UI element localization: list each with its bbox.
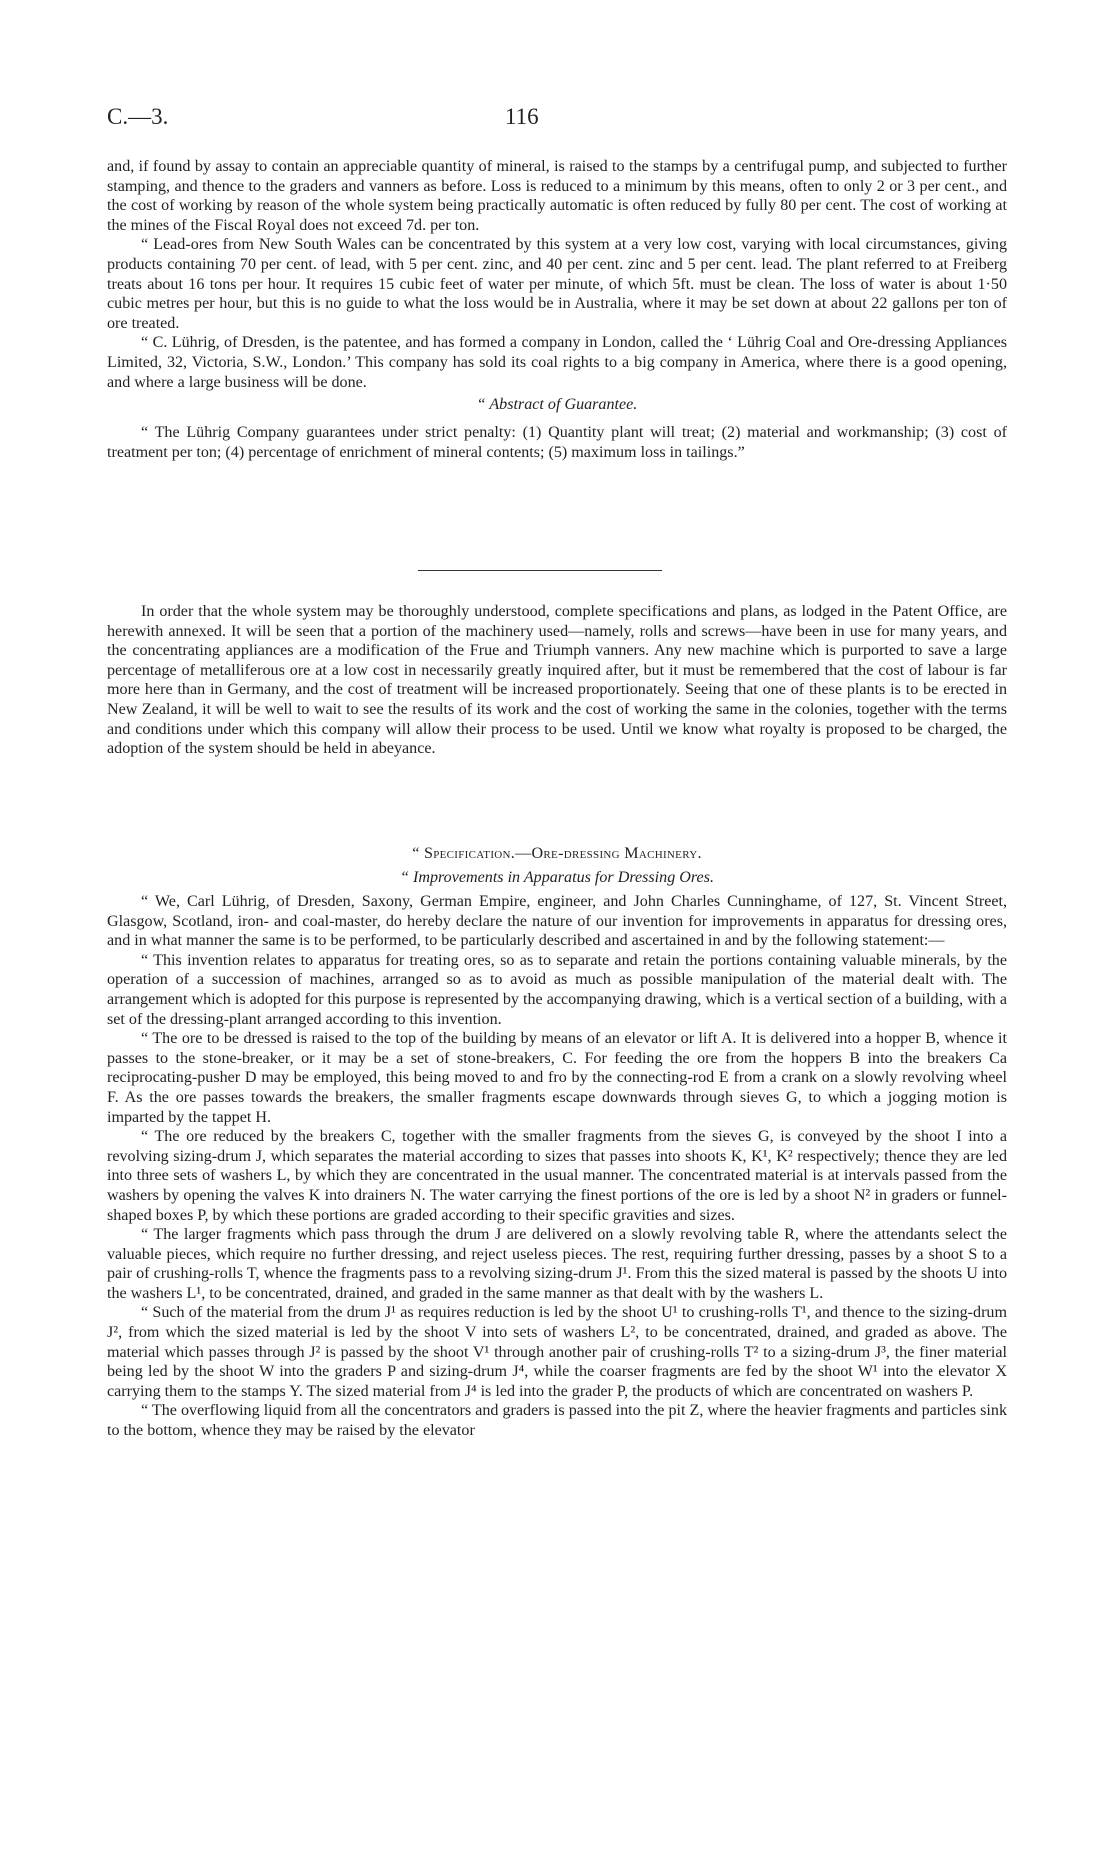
paragraph-patentee: “ C. Lührig, of Dresden, is the patentee, and has formed a company in London, called the ‘ Lührig Coal and Ore-dressing Appliances Limited, 32, Victoria, S.W., London.’ This company has sold its coal rights to a big company in America, where there is a good opening, and where a large business will be done. [107, 334, 1007, 391]
paragraph-loss-and-cost: and, if found by assay to contain an appreciable quantity of mineral, is raised to the stamps by a centrifugal pump, and subjected to further stamping, and thence to the graders and vanners as before. Loss is reduced to a minimum by this means, often to only 2 or 3 per cent., and the cost of working by reason of the whole system being practically automatic is often reduced by fully 80 per cent. The cost of working at the mines of the Fiscal Royal does not exceed 7d. per ton. [107, 158, 1007, 234]
section-cost-and-guarantee [107, 157, 1007, 462]
paragraph-elevator-breakers: “ The ore to be dressed is raised to the top of the building by means of an elevator or lift A. It is delivered into a hopper B, whence it passes to the stone-breaker, or it may be a set of stone-breakers, C. For feeding the ore from the hoppers B into the breakers Ca reciprocating-pusher D may be employed, this being moved to and fro by the connecting-rod E from a crank on a slowly revolving wheel F. As the ore passes towards the breakers, the smaller fragments escape downwards through sieves G, to which a jogging motion is imparted by the tappet H. [107, 1030, 1007, 1126]
paragraph-guarantee: “ The Lührig Company guarantees under strict penalty: (1) Quantity plant will treat; (2) material and workmanship; (3) cost of treatment per ton; (4) percentage of enrichment of mineral contents; (5) maximum loss in tailings.” [107, 424, 1007, 461]
paragraph-lead-ores: “ Lead-ores from New South Wales can be concentrated by this system at a very low cost, varying with local circumstances, giving products containing 70 per cent. of lead, with 5 per cent. zinc, and 40 per cent. zinc and 5 per cent. lead. The plant referred to at Freiberg treats about 16 tons per hour. It requires 15 cubic feet of water per minute, of which 5ft. must be clean. The loss of water is about 1·50 cubic metres per hour, but this is no guide to what the loss would be in Australia, where it may be set down at about 22 gallons per ton of ore treated. [107, 236, 1007, 332]
abstract-heading: “ Abstract of Guarantee. [476, 396, 638, 414]
section-specification [107, 844, 1007, 1441]
paragraph-crushing-rolls: “ Such of the material from the drum J¹ as requires reduction is led by the shoot U¹ to crushing-rolls T¹, and thence to the sizing-drum J², from which the sized material is led by the shoot V into sets of washers L², to be concentrated, drained, and graded as above. The material which passes through J² is passed by the shoot V¹ through another pair of crushing-rolls T² to a sizing-drum J³, the finer material being led by the shoot W into the graders P and sizing-drum J⁴, while the coarser fragments are fed by the shoot W¹ into the elevator X carrying them to the stamps Y. The sized material from J⁴ is led into the grader P, the products of which are concentrated on washers P. [107, 1304, 1007, 1400]
section-divider [418, 570, 662, 571]
specification-heading: “ Specification.—Ore-dressing Machinery. [412, 845, 702, 862]
paragraph-invention: “ This invention relates to apparatus for treating ores, so as to separate and retain the portions containing valuable minerals, by the operation of a succession of machines, arranged so as to avoid as much as possible manipulation of the material dealt with. The arrangement which is adopted for this purpose is represented by the accompanying drawing, which is a vertical section of a building, with a set of the dressing-plant arranged according to this invention. [107, 951, 1007, 1028]
section-commentary [107, 602, 1007, 759]
paragraph-revolving-table: “ The larger fragments which pass through the drum J are delivered on a slowly revolving table R, where the attendants select the valuable pieces, which require no further dressing, and reject useless pieces. The rest, requiring further dressing, passes by a shoot S to a pair of crushing-rolls T, whence the fragments pass to a revolving sizing-drum J¹. From this the sized materal is passed by the shoots U into the washers L¹, to be concentrated, drained, and graded in the same manner as that dealt with by the washers L. [107, 1226, 1007, 1302]
paragraph-overflow-pit: “ The overflowing liquid from all the concentrators and graders is passed into the pit Z, where the heavier fragments and particles sink to the bottom, whence they may be raised by the elevator [107, 1402, 1007, 1440]
paragraph-sizing-drum: “ The ore reduced by the breakers C, together with the smaller fragments from the sieves G, is conveyed by the shoot I into a revolving sizing-drum J, which separates the material according to sizes that passes into shoots K, K¹, K² respectively; thence they are led into three sets of washers L, by which they are concentrated in the usual manner. The concentrated material is at intervals passed from the washers by opening the valves K into drainers N. The water carrying the finest portions of the ore is led by a shoot N² in graders or funnel-shaped boxes P, by which these portions are graded according to their specific gravities and sizes. [107, 1128, 1007, 1224]
paragraph-declaration: “ We, Carl Lührig, of Dresden, Saxony, German Empire, engineer, and John Charles Cunninghame, of 127, St. Vincent Street, Glasgow, Scotland, iron- and coal-master, do hereby declare the nature of our invention for improvements in apparatus for dressing ores, and in what manner the same is to be performed, to be particularly described and ascertained in and by the following statement:— [107, 893, 1007, 950]
page-number: 116 [505, 104, 539, 129]
specification-subheading: “ Improvements in Apparatus for Dressing Ores. [400, 869, 714, 886]
document-reference: C.—3. [107, 104, 169, 129]
paragraph-commentary: In order that the whole system may be thoroughly understood, complete specifications and plans, as lodged in the Patent Office, are herewith annexed. It will be seen that a portion of the machinery used—namely, rolls and screws—have been in use for many years, and the concentrating appliances are a modification of the Frue and Triumph vanners. Any new machine which is purported to save a large percentage of metalliferous ore at a low cost in necessarily greatly inquired after, but it must be remembered that the cost of labour is far more here than in Germany, and the cost of treatment will be increased proportionately. Seeing that one of these plants is to be erected in New Zealand, it will be well to wait to see the results of its work and the cost of working the same in the colonies, together with the terms and conditions under which this company will allow their process to be used. Until we know what royalty is proposed to be charged, the adoption of the system should be held in abeyance. [107, 603, 1007, 758]
